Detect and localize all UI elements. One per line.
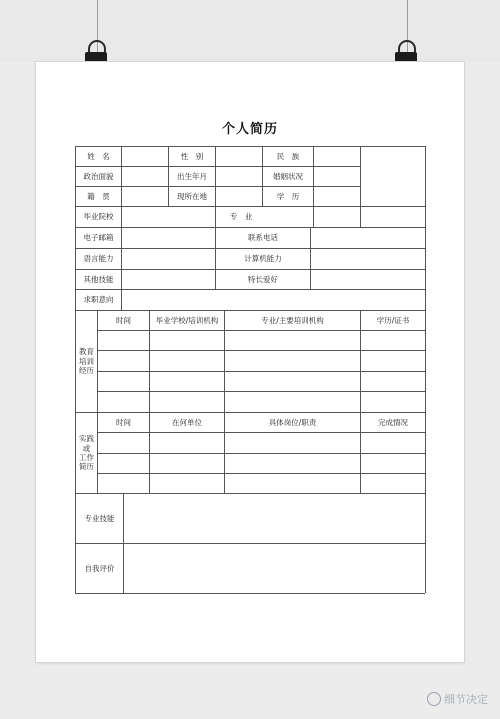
work-header-completion: 完成情况 — [378, 417, 408, 427]
watermark — [427, 691, 488, 707]
label-marital-status: 婚姻状况 — [273, 171, 303, 181]
work-header-company: 在何单位 — [172, 417, 202, 427]
label-language-ability: 语言能力 — [83, 254, 114, 264]
label-work-history: 实践 或 工作 简历 — [79, 434, 94, 472]
label-computer-ability: 计算机能力 — [244, 254, 282, 264]
label-native-place: 籍 贯 — [87, 191, 110, 201]
label-self-evaluation: 自我评价 — [84, 563, 115, 573]
edu-header-major: 专业/主要培训机构 — [261, 315, 324, 325]
label-gender: 性 别 — [180, 151, 204, 161]
work-header-position: 具体岗位/职责 — [268, 417, 317, 427]
label-hobbies: 特长爱好 — [248, 274, 278, 284]
label-email: 电子邮箱 — [83, 233, 114, 243]
top-background — [0, 0, 500, 62]
label-other-skills: 其他技能 — [83, 274, 114, 284]
label-name: 姓 名 — [87, 151, 110, 161]
page-title: 个人简历 — [221, 122, 278, 137]
label-job-intention: 求职意向 — [83, 295, 114, 305]
label-ethnicity: 民 族 — [276, 151, 300, 161]
resume-table — [36, 62, 464, 662]
label-graduated-school: 毕业院校 — [83, 212, 114, 222]
edu-header-degree: 学历/证书 — [376, 315, 410, 325]
label-education-history: 教育 培训 经历 — [79, 347, 94, 376]
label-education: 学 历 — [276, 191, 300, 201]
resume-paper — [36, 62, 464, 662]
label-political-status: 政治面貌 — [83, 171, 114, 181]
edu-header-time: 时间 — [116, 315, 131, 325]
watermark-logo-icon — [427, 692, 441, 706]
watermark-text: 细节决定 — [444, 693, 488, 706]
label-birth-date: 出生年月 — [177, 171, 207, 181]
label-professional-skills: 专业技能 — [84, 513, 115, 523]
label-major: 专 业 — [229, 212, 253, 222]
label-phone: 联系电话 — [248, 233, 278, 243]
edu-header-school: 毕业学校/培训机构 — [155, 315, 219, 325]
label-current-location: 现所在地 — [177, 191, 207, 201]
work-header-time: 时间 — [116, 417, 131, 427]
